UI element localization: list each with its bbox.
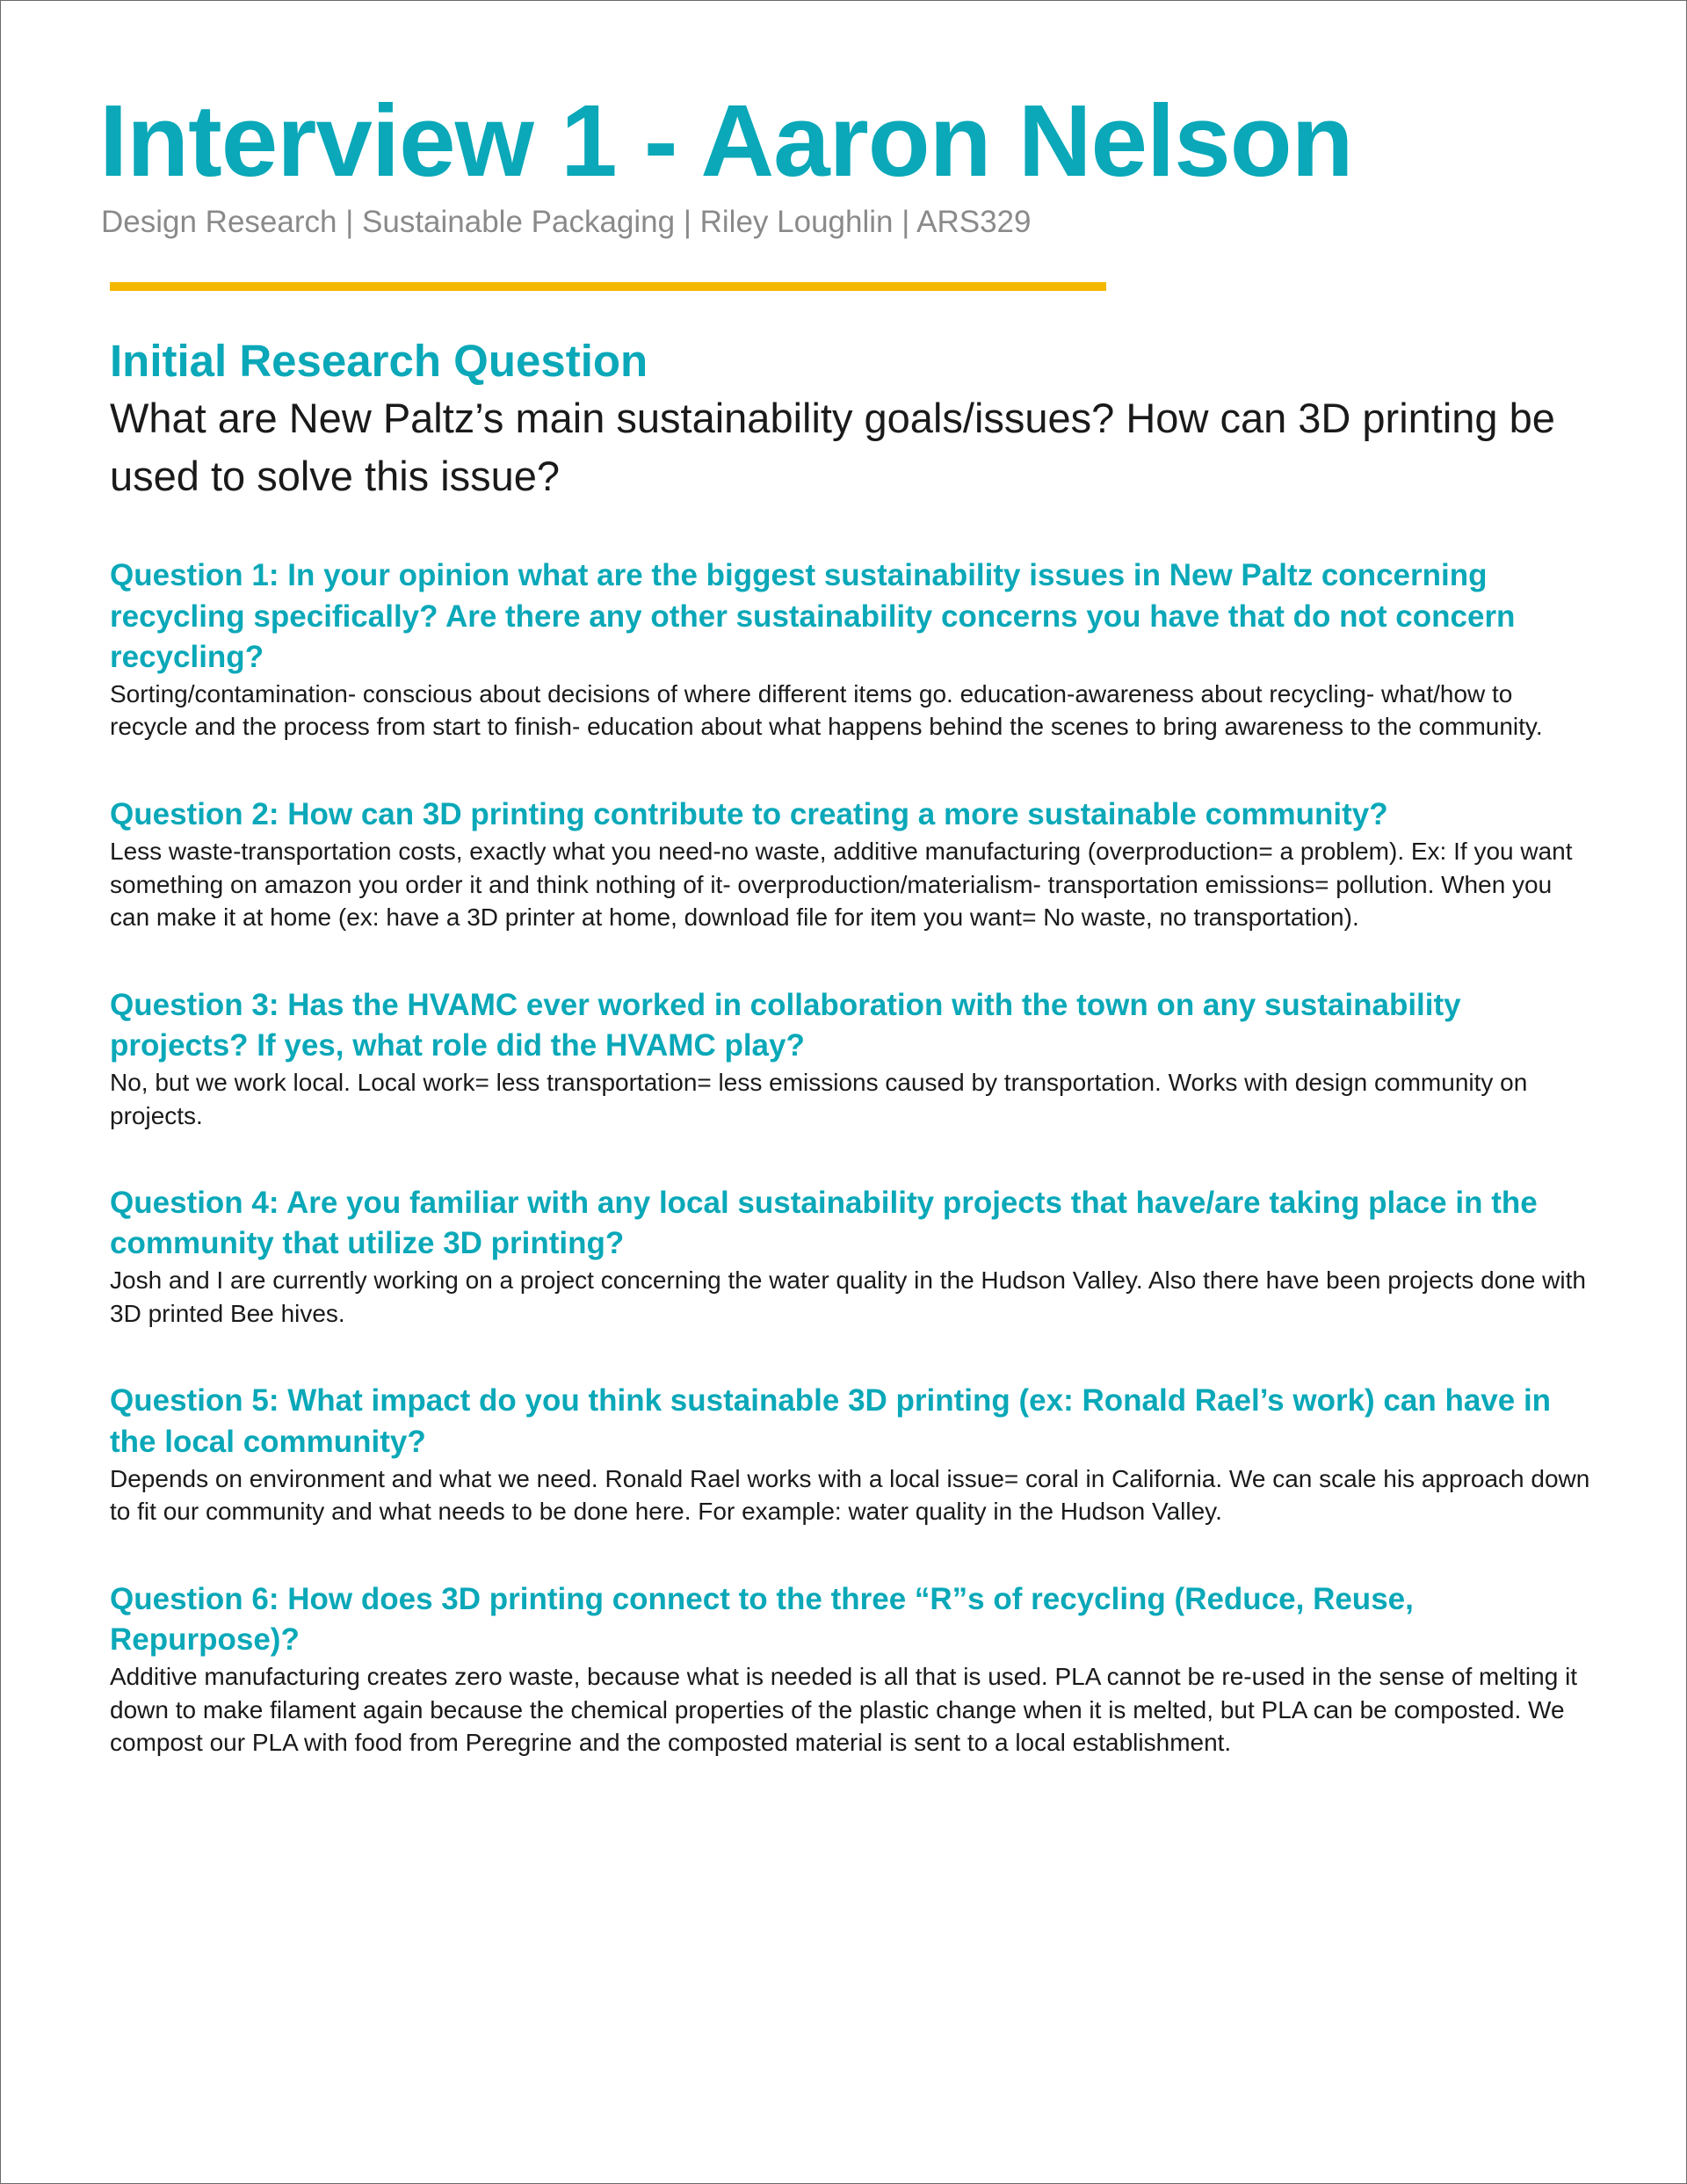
- qa-item-4: [110, 1183, 1591, 1330]
- qa-item-1: [110, 555, 1591, 744]
- question-3: Question 3: Has the HVAMC ever worked in collaboration with the town on any sustainability projects? If yes, what role did the HVAMC play?: [110, 987, 1461, 1063]
- qa-item-3: [110, 985, 1591, 1132]
- research-question-text: What are New Paltz’s main sustainability goals/issues? How can 3D printing be used to solve this issue?: [110, 394, 1555, 499]
- qa-item-2: [110, 795, 1591, 934]
- qa-item-5: [110, 1381, 1591, 1527]
- question-6: Question 6: How does 3D printing connect to the three “R”s of recycling (Reduce, Reuse, Repurpose)?: [110, 1581, 1414, 1658]
- page-subtitle: Design Research | Sustainable Packaging | Riley Loughlin | ARS329: [101, 205, 1032, 239]
- page-title: Interview 1 - Aaron Nelson: [99, 83, 1353, 198]
- answer-1: Sorting/contamination- conscious about decisions of where different items go. education-awareness about recycling- what/how to recycle and the process from start to finish- education about what happens behind the scenes to bring awareness to the community.: [110, 679, 1543, 741]
- research-question-heading: Initial Research Question: [110, 336, 648, 386]
- accent-divider: [110, 282, 1106, 291]
- qa-item-6: [110, 1579, 1591, 1760]
- question-4: Question 4: Are you familiar with any local sustainability projects that have/are taking place in the community that utilize 3D printing?: [110, 1186, 1538, 1261]
- answer-6: Additive manufacturing creates zero waste, because what is needed is all that is used. PLA cannot be re-used in the sense of melting it down to make filament again because the chemical properties of the plastic change when it is melted, but PLA can be composted. We compost our PLA with food from Peregrine and the composted material is sent to a local establishment.: [110, 1663, 1578, 1757]
- answer-5: Depends on environment and what we need. Ronald Rael works with a local issue= coral in California. We can scale his approach down to fit our community and what needs to be done here. For example: water quality in the Hudson Valley.: [110, 1464, 1590, 1526]
- question-5: Question 5: What impact do you think sustainable 3D printing (ex: Ronald Rael’s work) can have in the local community?: [110, 1383, 1552, 1459]
- question-1: Question 1: In your opinion what are the biggest sustainability issues in New Paltz concerning recycling specifically? Are there any other sustainability concerns you have that do not concern recycling?: [110, 558, 1516, 674]
- answer-2: Less waste-transportation costs, exactly what you need-no waste, additive manufacturing (overproduction= a problem). Ex: If you want something on amazon you order it and think nothing of it- overproduction/materialism- transportation emissions= pollution. When you can make it at home (ex: have a 3D printer at home, download file for item you want= No waste, no transportation).: [110, 838, 1573, 932]
- answer-4: Josh and I are currently working on a project concerning the water quality in the Hudson Valley. Also there have been projects done with 3D printed Bee hives.: [110, 1266, 1586, 1327]
- question-2: Question 2: How can 3D printing contribute to creating a more sustainable community?: [110, 796, 1388, 831]
- research-question-section: [110, 333, 1591, 504]
- answer-3: No, but we work local. Local work= less transportation= less emissions caused by transportation. Works with design community on projects.: [110, 1069, 1528, 1129]
- content-body: [110, 333, 1591, 1760]
